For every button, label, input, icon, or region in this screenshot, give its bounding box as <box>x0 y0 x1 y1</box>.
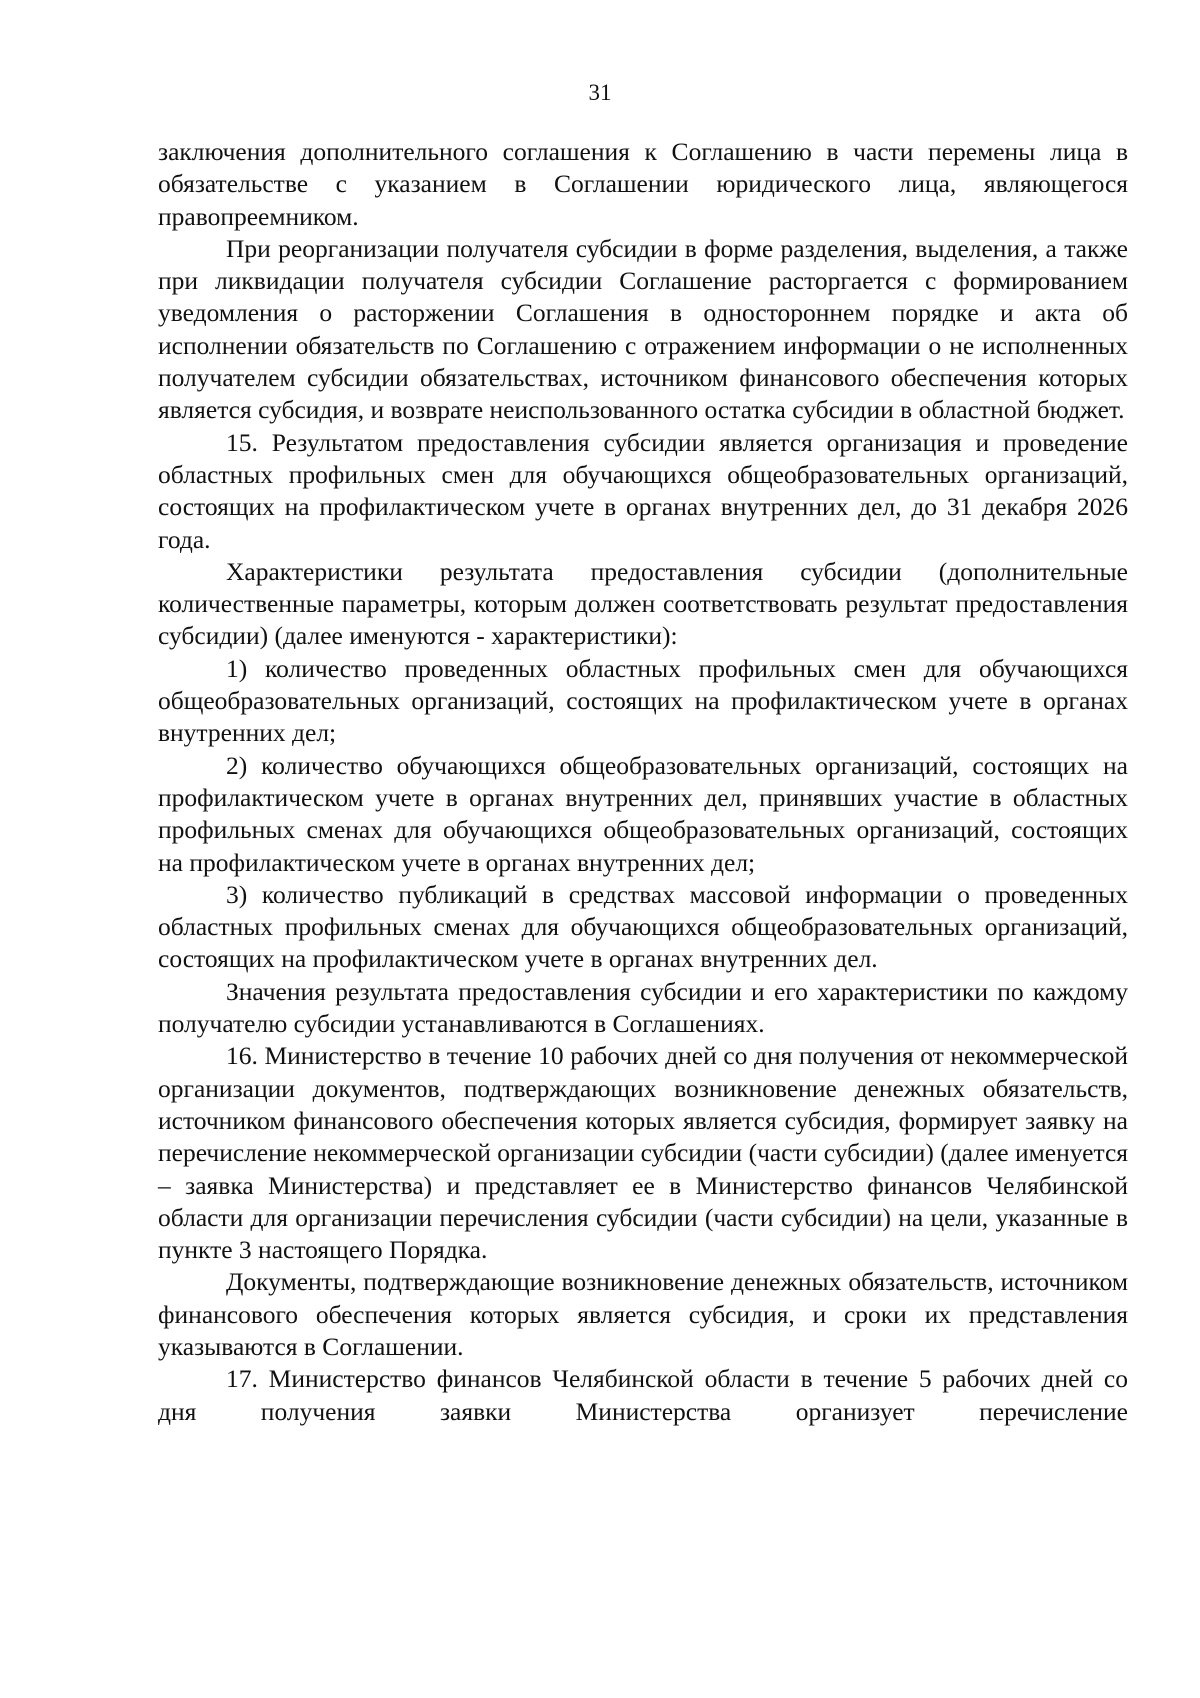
paragraph-continuation: заключения дополнительного соглашения к Соглашению в части перемены лица в обязательстве с указанием в Соглашении юридического лица, являющегося правопреемником. <box>158 137 1128 231</box>
paragraph-characteristics: Характеристики результата предоставления субсидии (дополнительные количественные параметры, которым должен соответствовать результат предоставления субсидии) (далее именуются - характеристики): <box>158 556 1128 651</box>
paragraph-item-17: 17. Министерство финансов Челябинской области в течение 5 рабочих дней со дня получения заявки Министерства организует перечисление <box>158 1364 1128 1426</box>
paragraph-reorganization: При реорганизации получателя субсидии в форме разделения, выделения, а также при ликвидации получателя субсидии Соглашение расторгается с формированием уведомления о расторжении Соглашения в одностороннем порядке и акта об исполнении обязательств по Соглашению с отражением информации о не исполненных получателем субсидии обязательствах, источником финансового обеспечения которых является субсидия, и возврате неиспользованного остатка субсидии в областной бюджет. <box>158 233 1128 425</box>
document-body <box>158 136 1128 1428</box>
paragraph-item-15: 15. Результатом предоставления субсидии является организация и проведение областных профильных смен для обучающихся общеобразовательных организаций, состоящих на профилактическом учете в органах внутренних дел, до 31 декабря 2026 года. <box>158 427 1128 554</box>
list-item-2: 2) количество обучающихся общеобразовательных организаций, состоящих на профилактическом учете в органах внутренних дел, принявших участие в областных профильных сменах для обучающихся общеобразовательных организаций, состоящих на профилактическом учете в органах внутренних дел; <box>158 750 1128 877</box>
paragraph-item-16: 16. Министерство в течение 10 рабочих дней со дня получения от некоммерческой организации документов, подтверждающих возникновение денежных обязательств, источником финансового обеспечения которых является субсидия, формирует заявку на перечисление некоммерческой организации субсидии (части субсидии) (далее именуется – заявка Министерства) и представляет ее в Министерство финансов Челябинской области для организации перечисления субсидии (части субсидии) на цели, указанные в пункте 3 настоящего Порядка. <box>158 1041 1128 1265</box>
list-item-1: 1) количество проведенных областных профильных смен для обучающихся общеобразовательных организаций, состоящих на профилактическом учете в органах внутренних дел; <box>158 653 1128 748</box>
paragraph-values: Значения результата предоставления субсидии и его характеристики по каждому получателю субсидии устанавливаются в Соглашениях. <box>158 976 1128 1039</box>
page-number: 31 <box>588 80 612 105</box>
list-item-3: 3) количество публикаций в средствах массовой информации о проведенных областных профильных сменах для обучающихся общеобразовательных организаций, состоящих на профилактическом учете в органах внутренних дел. <box>158 879 1128 974</box>
paragraph-documents: Документы, подтверждающие возникновение денежных обязательств, источником финансового обеспечения которых является субсидия, и сроки их представления указываются в Соглашении. <box>158 1267 1128 1361</box>
